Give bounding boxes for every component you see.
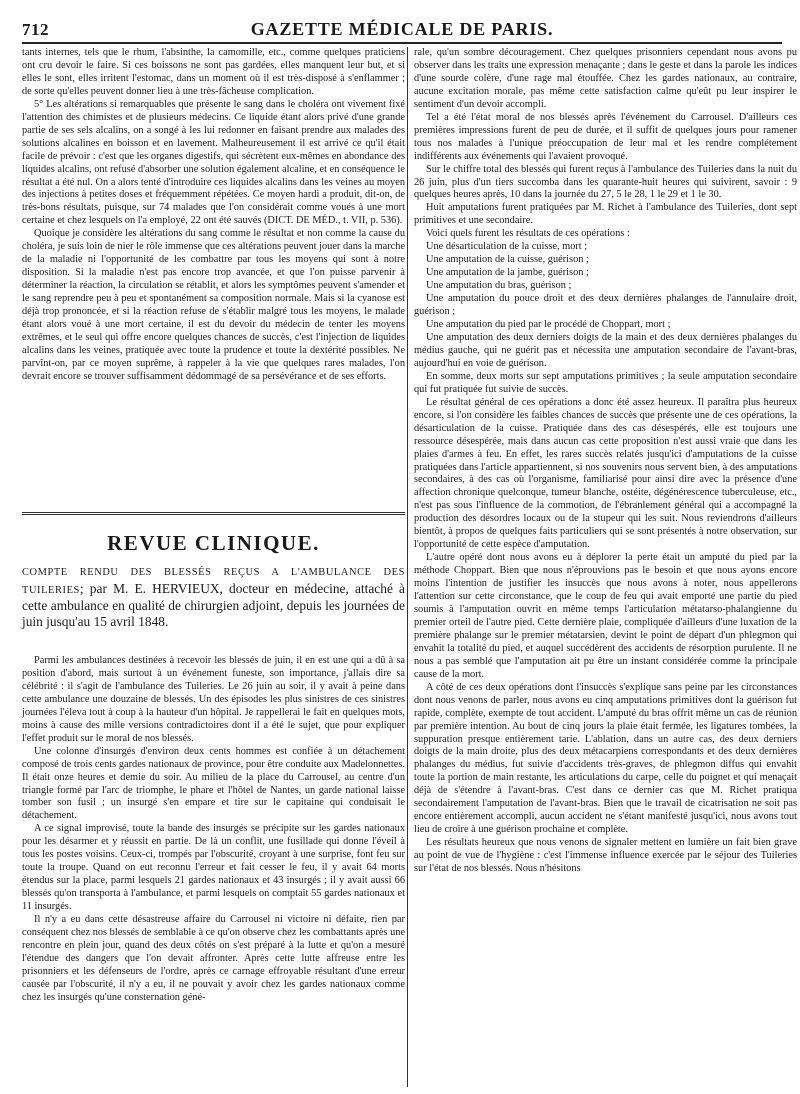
list-item: Une amputation du bras, guérison ; [426,280,572,292]
right-column [414,47,797,876]
paragraph: Les résultats heureux que nous venons de signaler mettent en lumière un fait bien grave au point de vue de l'hygiène : c'est l'immense influence exercée par le séjour des Tuileries sur l'état de nos blessés. Nous n'hésitons [414,837,797,875]
list-item: Une amputation de la cuisse, guérison ; [426,254,589,266]
paragraph: Une colonne d'insurgés d'environ deux cents hommes est confiée à un détachement composé de trois cents gardes nationaux de province, pour être conduite aux Madelonnettes. Il était onze heures et demie du soir. Au milieu de la place du Carrousel, au centre d'un triangle formé par l'arc de triomphe, le phare et l'hôtel de Nantes, un garde national laisse tomber son fusil ; un insurgé s'en empare et tire sur le capitaine qui conduisait le détachement. [22,745,405,822]
paragraph: Huit amputations furent pratiquées par M. Richet à l'ambulance des Tuileries, dont sept primitives et une secondaire. [414,202,797,227]
paragraph: 5° Les altérations si remarquables que présente le sang dans le choléra ont vivement fixé l'attention des chimistes et de plusieurs médecins. Ce liquide étant alors privé d'une grande partie de ses sels alcalins, on a songé à les lui redonner en faisant prendre aux malades des solutions alcalines en boisson et en lavement. Malheureusement il est arrivé ce qu'il était facile de prévoir : c'est que les organes digestifs, qui sécrètent eux-mêmes en abondance des liquides alcalins, ont refusé d'absorber une solution également alcaline, et en conséquence le résultat a été nul. On a alors tenté d'introduire ces liquides alcalins dans les veines au moyen des injections à petites doses et fréquemment répétées. Ce moyen hardi a produit, dit-on, de très-bons résultats, puisque, sur 74 malades que l'on considérait comme voués à une mort certaine et chez lesquels on l'a employé, 22 ont été sauvés (DICT. DE MÉD., t. VII, p. 536). [22,98,405,227]
paragraph: Tel a été l'état moral de nos blessés après l'événement du Carrousel. D'ailleurs ces premières impressions furent de peu de durée, et il suffit de quelques jours pour ramener tous nos malades à l'unique préoccupation de leur mal et les rendre complétement indifférents aux événements qui l'avaient provoqué. [414,111,797,162]
paragraph: A côté de ces deux opérations dont l'insuccès s'explique sans peine par les circonstances dont nous venons de parler, nous avons eu cinq amputations primitives dont la guérison fut rapide, complète, exempte de tout accident. L'amputé du bras offrit même un cas de réunion par première intention. Au bout de cinq jours la plaie était fermée, les ligatures tombées, la suppuration presque entièrement tarie. L'ablation, dans un autre cas, des deux derniers doigts de la main droite, plus des deux métacarpiens correspondants et des deux dernières phalanges du médius, fut suivie d'accidents très-graves, de phlegmon diffus qui envahit toute la portion de main restante, les articulations du carpe, celle du poignet et qui menaçait déjà de s'étendre à l'avant-bras. C'est dans ce dernier cas que M. Richet pratiqua secondairement l'amputation de l'avant-bras. Bien que le travail de cicatrisation ne soit pas encore entièrement accompli, aucun accident ne s'étant manifesté jusqu'ici, nous avons tout lieu de croire à une guérison prochaine et complète. [414,681,797,836]
paragraph: L'autre opéré dont nous avons eu à déplorer la perte était un amputé du pied par la méthode Choppart. Bien que nous n'éprouvions pas le besoin et que nous ayons encore moins l'intention de justifier les insuccès que nous avons à noter, nous appellerons l'attention sur cette circonstance, que le coup de feu qui avait emporté une partie du pied soumis à l'amputation ouvrit en même temps l'articulation métatarso-phalangienne du premier orteil de l'autre pied. Cette dernière plaie, compliquée d'ailleurs d'une luxation de la première phalange sur le premier métatarsien, devint le point de départ d'un phlegmon qui envahit la totalité du pied, et auquel succédèrent des accidents de résorption purulente. Il ne nous a pas semblé que l'amputation ait pu être un instant considérée comme la principale cause de la mort. [414,552,797,680]
paragraph: rale, qu'un sombre découragement. Chez quelques prisonniers cependant nous avons pu observer dans les traits une expression menaçante ; dans le geste et dans la parole les indices d'une sourde colère, d'une rage mal étouffée. Chez les gardes nationaux, au contraire, aucune excitation morale, pas même cette satisfaction calme qu'eût pu leur inspirer le sentiment d'un devoir accompli. [414,47,797,110]
left-column-top [22,47,405,384]
list-item: Une amputation du pouce droit et des deux dernières phalanges de l'annulaire droit, guérison ; [414,293,797,318]
paragraph: Voici quels furent les résultats de ces opérations : [426,228,630,240]
paragraph: Sur le chiffre total des blessés qui furent reçus à l'ambulance des Tuileries dans la nuit du 26 juin, plus d'un tiers succomba dans les quarante-huit heures qui suivirent, savoir : 9 quelques heures après, 10 dans la journée du 27, 5 le 28, 1 le 29 et 1 le 30. [414,163,797,201]
paragraph: Il n'y a eu dans cette désastreuse affaire du Carrousel ni victoire ni défaite, rien par conséquent chez nos blessés de semblable à ce qu'on observe chez les combattants après une rencontre en plein jour, quand des deux côtés on s'est préparé à la lutte et qu'on a mesuré l'étendue des dangers que l'on devait affronter. Après cette lutte affreuse entre les prisonniers et les défenseurs de l'ordre, après ce carnage effroyable résultant d'une erreur causée par l'obscurité, il n'y a eu, il ne pouvait y avoir chez les gardes nationaux comme chez les insurgés qu'une consternation géné- [22,914,405,1003]
page-header [22,20,782,44]
list-item: Une désarticulation de la cuisse, mort ; [426,241,588,253]
paragraph: A ce signal improvisé, toute la bande des insurgés se précipite sur les gardes nationaux pour les désarmer et y réussit en partie. De là un conflit, une fusillade qui donne l'éveil à tous les postes voisins. Ceux-ci, trompés par l'obscurité, croyant à une surprise, font feu sur toute la troupe. Quand on eut reconnu l'erreur et fait cesser le feu, il y avait 64 morts étendus sur la place, parmi lesquels 21 gardes nationaux et 43 insurgés ; il y avait aussi 66 blessés qu'on transporta à l'ambulance, et parmi lesquels on comptait 55 gardes nationaux et 11 insurgés. [22,823,405,913]
list-item: Une amputation du pied par le procédé de Choppart, mort ; [426,319,671,331]
list-item: Une amputation de la jambe, guérison ; [426,267,589,279]
paragraph: tants internes, tels que le rhum, l'absinthe, la camomille, etc., comme quelques praticiens ont cru devoir le faire. Si ces boissons ne sont pas gardées, elles manquent leur but, et si elles le sont, elles irritent l'estomac, dans un moment où il est très-disposé à s'enflammer ; de sorte qu'elles peuvent donner lieu à une très-fâcheuse complication. [22,47,405,97]
column-rule [407,47,408,1087]
article-heading-rest: ; par M. E. HERVIEUX, docteur en médecine, attaché à cette ambulance en qualité de chirurgien adjoint, depuis les journées de juin jusqu'au 15 avril 1848. [22,580,405,629]
paragraph: Le résultat général de ces opérations a donc été assez heureux. Il paraîtra plus heureux encore, si l'on considère les faibles chances de succès que présente une de ces opérations, la désarticulation de la cuisse. Pratiquée dans des cas désespérés, elle est toujours une ressource désespérée, mais dans aucun cas cette proposition n'est aussi vraie que dans les plaies d'armes à feu. En effet, les rares succès relatés jusqu'ici d'amputations de la cuisse pratiquées dans l'article appartiennent, si nos souvenirs nous servent bien, à des amputations secondaires, à des cas où l'organisme, familiarisé pour ainsi dire avec la présence d'une affection chronique quelconque, tumeur blanche, ostéite, dégénérescence tuberculeuse, etc., n'est pas sous l'influence de la commotion, de l'ébranlement général qui a accompagné la production des désordres locaux ou de la stupeur qui les suit. Nous reviendrons d'ailleurs bientôt, à propos de quelques faits particuliers qui se sont présentés à notre observation, sur l'opportunité de cette espèce d'amputation. [414,396,797,551]
journal-title: GAZETTE MÉDICALE DE PARIS. [250,19,554,39]
paragraph: Quoique je considère les altérations du sang comme le résultat et non comme la cause du choléra, je suis loin de nier le rôle immense que ces altérations peuvent jouer dans la marche de la maladie ni l'opportunité de les combattre par tous les moyens qui sont à notre disposition. Si la maladie n'est pas encore trop avancée, et que l'on puisse parvenir à déterminer la réaction, la circulation se rétablit, et alors les symptômes peuvent s'amender et le sang reprendre peu à peu et spontanément sa composition normale. Mais si la cyanose est déjà trop prononcée, et si la réaction refuse de s'établir malgré tous les moyens, le malade étant alors voué à une mort certaine, il est du devoir du médecin de tenter les moyens extrêmes, et le seul qui offre encore quelques chances de succès, c'est l'injection de liquides alcalins dans les veines, pratiquée avec toute la prudence et toute la dextérité possibles. Ne parvînt-on, par ce moyen suprême, à rappeler à la vie que quelques rares malades, l'on devrait encore se trouver suffisamment dédommagé de sa persévérance et de ses efforts. [22,228,405,382]
section-title: REVUE CLINIQUE. [107,531,320,555]
page-number: 712 [22,20,49,39]
section-separator [22,512,405,515]
paragraph: En somme, deux morts sur sept amputations primitives ; la seule amputation secondaire qui fut pratiquée fut suivie de succès. [414,370,797,395]
left-column-bottom [22,655,405,1005]
article-heading-caps: COMPTE RENDU DES BLESSÉS REÇUS A L'AMBULANCE DES TUILERIES [22,567,405,596]
paragraph: Parmi les ambulances destinées à recevoir les blessés de juin, il en est une qui a dû à sa position d'abord, mais surtout à un événement funeste, son importance, j'allais dire sa célébrité : il s'agit de l'ambulance des Tuileries. Le 26 juin au soir, il y avait à peine dans cette ambulance une douzaine de blessés. Un des épisodes les plus sinistres de ces sinistres journées l'éleva tout à coup à la hauteur d'un hôpital. Je rappellerai le fait en quelques mots, moins à cause des mille versions contradictoires dont il a été le sujet, que pour expliquer l'effet produit sur le moral de nos blessés. [22,655,405,744]
article-heading [22,563,405,629]
list-item: Une amputation des deux derniers doigts de la main et des deux dernières phalanges du médius gauche, qui ne guérit pas et nécessita une amputation secondaire de l'avant-bras, aujourd'hui en voie de guérison. [414,331,797,369]
